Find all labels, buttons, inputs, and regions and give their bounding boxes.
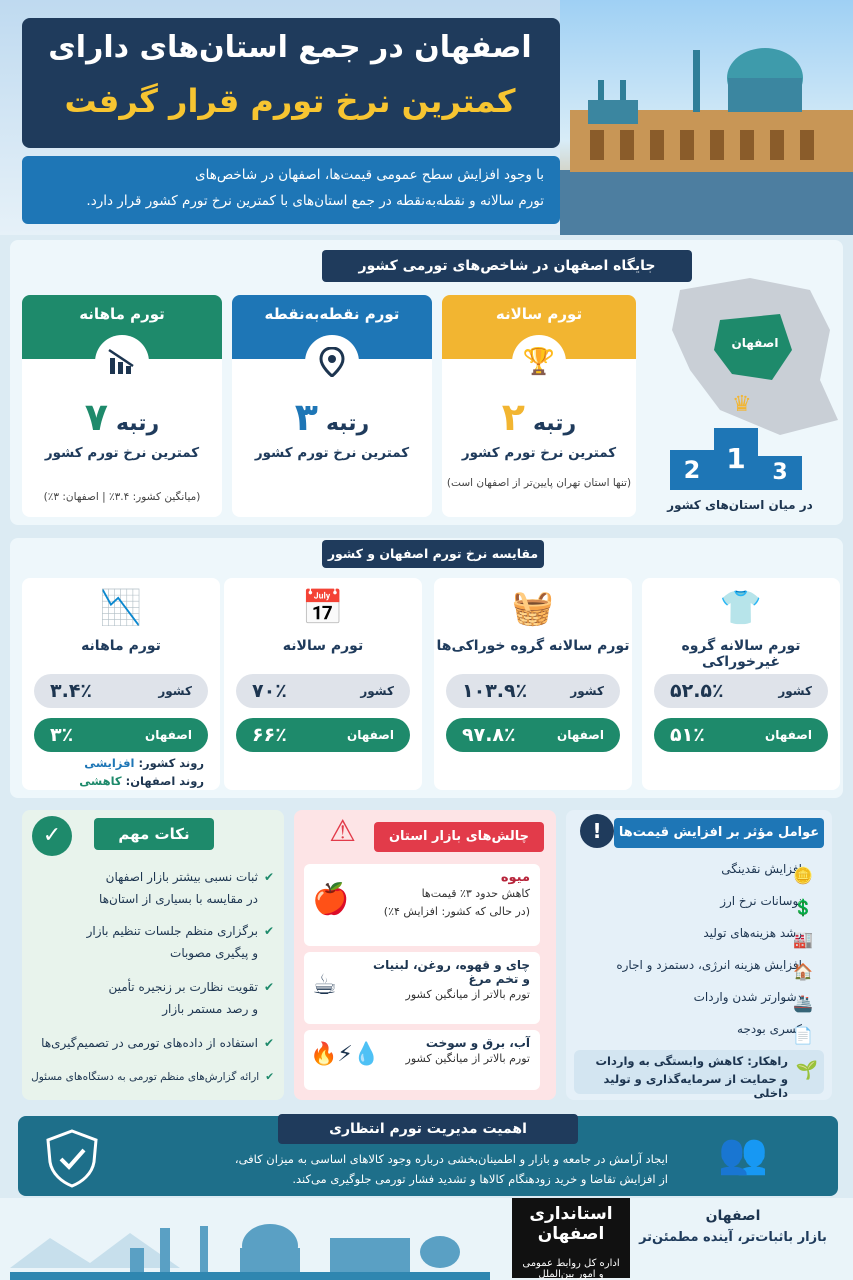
compare-card-food — [434, 578, 632, 790]
ship-icon: 🚢 — [793, 994, 813, 1013]
map-label: اصفهان — [731, 336, 779, 350]
challenges-panel — [294, 810, 556, 1100]
card-annual-header: تورم سالانه — [442, 295, 636, 359]
card-point-rank — [232, 295, 432, 517]
coins-icon: 🪙 — [793, 866, 813, 885]
compare-title-annual: تورم سالانه — [282, 638, 364, 654]
note-annual: (تنها استان تهران پایین‌تر از اصفهان است) — [446, 477, 632, 489]
caption-annual: کمترین نرخ تورم کشور — [461, 445, 617, 461]
note-monthly: (میانگین کشور: ۳.۴٪ | اصفهان: ۳٪) — [43, 491, 201, 503]
compare-card-annual — [224, 578, 422, 790]
factor-item: افزایش نقدینگی — [721, 862, 802, 876]
province-logo: استانداری اصفهان اداره کل روابط عمومی و امور بین‌الملل — [512, 1198, 630, 1278]
house-fire-icon: 🏠 — [793, 962, 813, 981]
country-pill-food: کشور ۱۰۳.۹٪ — [446, 674, 620, 708]
coffee-cup-icon: ☕ — [312, 968, 338, 1001]
challenges-title: چالش‌های بازار استان — [374, 822, 544, 852]
caption-monthly: کمترین نرخ تورم کشور — [44, 445, 200, 461]
compare-title-food: تورم سالانه گروه خوراکی‌ها — [436, 638, 630, 654]
footer — [0, 1198, 853, 1280]
comparison-section — [10, 538, 843, 798]
importance-title: اهمیت مدیریت تورم انتظاری — [278, 1114, 578, 1144]
note-item-cont: و پیگیری مصوبات — [170, 946, 258, 960]
challenge-item-utilities: آب، برق و سوخت تورم بالاتر از میانگین کشور 💧⚡🔥 — [304, 1030, 540, 1090]
comparison-title: مقایسه نرخ تورم اصفهان و کشور — [322, 540, 544, 568]
note-item: ✔ثبات نسبی بیشتر بازار اصفهان — [105, 870, 274, 884]
caption-point: کمترین نرخ تورم کشور — [254, 445, 410, 461]
main-title: اصفهان در جمع استان‌های دارای — [48, 30, 532, 65]
trend-country: روند کشور: افزایشی — [84, 756, 204, 770]
rank-point: رتبه۳ — [294, 395, 370, 439]
water-electricity-fire-icon: 💧⚡🔥 — [310, 1042, 381, 1067]
importance-box — [18, 1116, 838, 1196]
solution-line-1: راهکار: کاهش وابستگی به واردات — [595, 1054, 788, 1068]
position-title: جایگاه اصفهان در شاخص‌های تورمی کشور — [322, 250, 692, 282]
position-section — [10, 240, 843, 525]
rank-monthly: رتبه۷ — [84, 395, 160, 439]
rank-annual: رتبه۲ — [501, 395, 577, 439]
card-monthly-rank — [22, 295, 222, 517]
compare-card-monthly — [22, 578, 220, 790]
note-item: ✔استفاده از داده‌های تورمی در تصمیم‌گیری‌ها — [41, 1036, 274, 1050]
country-pill-annual: کشور ۷۰٪ — [236, 674, 410, 708]
warning-icon: ⚠ — [329, 814, 356, 849]
note-item-cont: در مقایسه با بسیاری از استان‌ها — [99, 892, 258, 906]
chart-down-icon: 📉 — [99, 588, 143, 628]
factors-title: عوامل مؤثر بر افزایش قیمت‌ها — [614, 818, 824, 848]
trend-isfahan: روند اصفهان: کاهشی — [79, 774, 204, 788]
importance-line-1: ایجاد آرامش در جامعه و بازار و اطمینان‌بخشی درباره وجود کالاهای اساسی به میزان کافی، — [234, 1152, 668, 1166]
isfahan-pill-food: اصفهان ۹۷.۸٪ — [446, 718, 620, 752]
map-podium — [660, 270, 840, 520]
solution-line-2: و حمایت از سرمایه‌گذاری و تولید داخلی — [603, 1072, 788, 1100]
calendar-icon: 📅 — [301, 588, 345, 628]
country-pill-monthly: کشور ۳.۴٪ — [34, 674, 208, 708]
card-annual-rank — [442, 295, 636, 517]
note-item: ✔برگزاری منظم جلسات تنظیم بازار — [86, 924, 274, 938]
factor-icons — [788, 860, 818, 1052]
factor-item: دشوارتر شدن واردات — [693, 990, 802, 1004]
intro-line-2: تورم سالانه و نقطه‌به‌نقطه در جمع استان‌های با کمترین نرخ تورم کشور قرار دارد. — [86, 193, 544, 209]
compare-card-nonfood — [642, 578, 840, 790]
country-pill-nonfood: کشور ۵۲.۵٪ — [654, 674, 828, 708]
intro-text — [22, 156, 560, 224]
factor-item: کسری بودجه — [737, 1022, 802, 1036]
shield-check-icon — [44, 1128, 100, 1199]
challenge-item-goods: چای و قهوه، روغن، لبنیات و تخم مرغ تورم بالاتر از میانگین کشور ☕ — [304, 952, 540, 1024]
people-basket-icon: 👥 — [718, 1131, 768, 1177]
slogan-text: بازار باثبات‌تر، آینده مطمئن‌تر — [639, 1230, 827, 1245]
notes-title: نکات مهم — [94, 818, 214, 850]
grocery-basket-icon: 🧺 — [511, 588, 555, 628]
compare-title-nonfood: تورم سالانه گروه غیرخوراکی — [681, 638, 801, 670]
main-subtitle: کمترین نرخ تورم قرار گرفت — [64, 82, 516, 120]
slogan-title: اصفهان — [705, 1208, 761, 1224]
intro-line-1: با وجود افزایش سطح عمومی قیمت‌ها، اصفهان در شاخص‌های — [195, 167, 544, 183]
sprout-icon: 🌱 — [795, 1060, 818, 1081]
document-icon: 📄 — [793, 1026, 813, 1045]
card-point-header: تورم نقطه‌به‌نقطه — [232, 295, 432, 359]
chart-down-icon — [95, 335, 149, 389]
mosque-illustration — [560, 0, 853, 235]
trophy-icon: 🏆 — [512, 335, 566, 389]
note-item: ✔ارائه گزارش‌های منظم تورمی به دستگاه‌های مسئول — [31, 1071, 274, 1083]
check-circle-icon: ✓ — [32, 816, 72, 856]
isfahan-pill-monthly: اصفهان ۳٪ — [34, 718, 208, 752]
isfahan-pill-nonfood: اصفهان ۵۱٪ — [654, 718, 828, 752]
card-monthly-header: تورم ماهانه — [22, 295, 222, 359]
compare-title-monthly: تورم ماهانه — [81, 638, 161, 654]
isfahan-pill-annual: اصفهان ۶۶٪ — [236, 718, 410, 752]
note-item-cont: و رصد مستمر بازار — [162, 1002, 258, 1016]
importance-line-2: از افزایش تقاضا و خرید زودهنگام کالاها و تشدید فشار تورمی جلوگیری می‌کند. — [292, 1172, 668, 1186]
podium-2: 2 — [670, 450, 714, 490]
notes-panel — [22, 810, 284, 1100]
shirt-gear-icon: 👕 — [719, 588, 763, 628]
factor-item: افزایش هزینه انرژی، دستمزد و اجاره — [616, 958, 802, 972]
exclamation-icon: ! — [580, 814, 614, 848]
challenge-item-fruit: میوه کاهش حدود ۳٪ قیمت‌ها (در حالی که کشور: افزایش ۴٪) 🍎 — [304, 864, 540, 946]
crown-icon: ♛ — [732, 392, 752, 417]
podium-1: 1 — [714, 428, 758, 490]
factor-item: رشد هزینه‌های تولید — [703, 926, 802, 940]
location-pin-icon — [305, 335, 359, 389]
factory-icon: 🏭 — [793, 930, 813, 949]
currency-icon: 💲 — [793, 898, 813, 917]
solution-box — [574, 1050, 824, 1100]
podium-caption: در میان استان‌های کشور — [667, 498, 813, 512]
podium-3: 3 — [758, 456, 802, 490]
factors-panel — [566, 810, 832, 1100]
skyline-illustration — [10, 1208, 490, 1280]
header-banner — [0, 0, 853, 235]
factor-item: نوسانات نرخ ارز — [720, 894, 802, 908]
apple-icon: 🍎 — [312, 882, 350, 917]
note-item: ✔تقویت نظارت بر زنجیره تأمین — [108, 980, 274, 994]
